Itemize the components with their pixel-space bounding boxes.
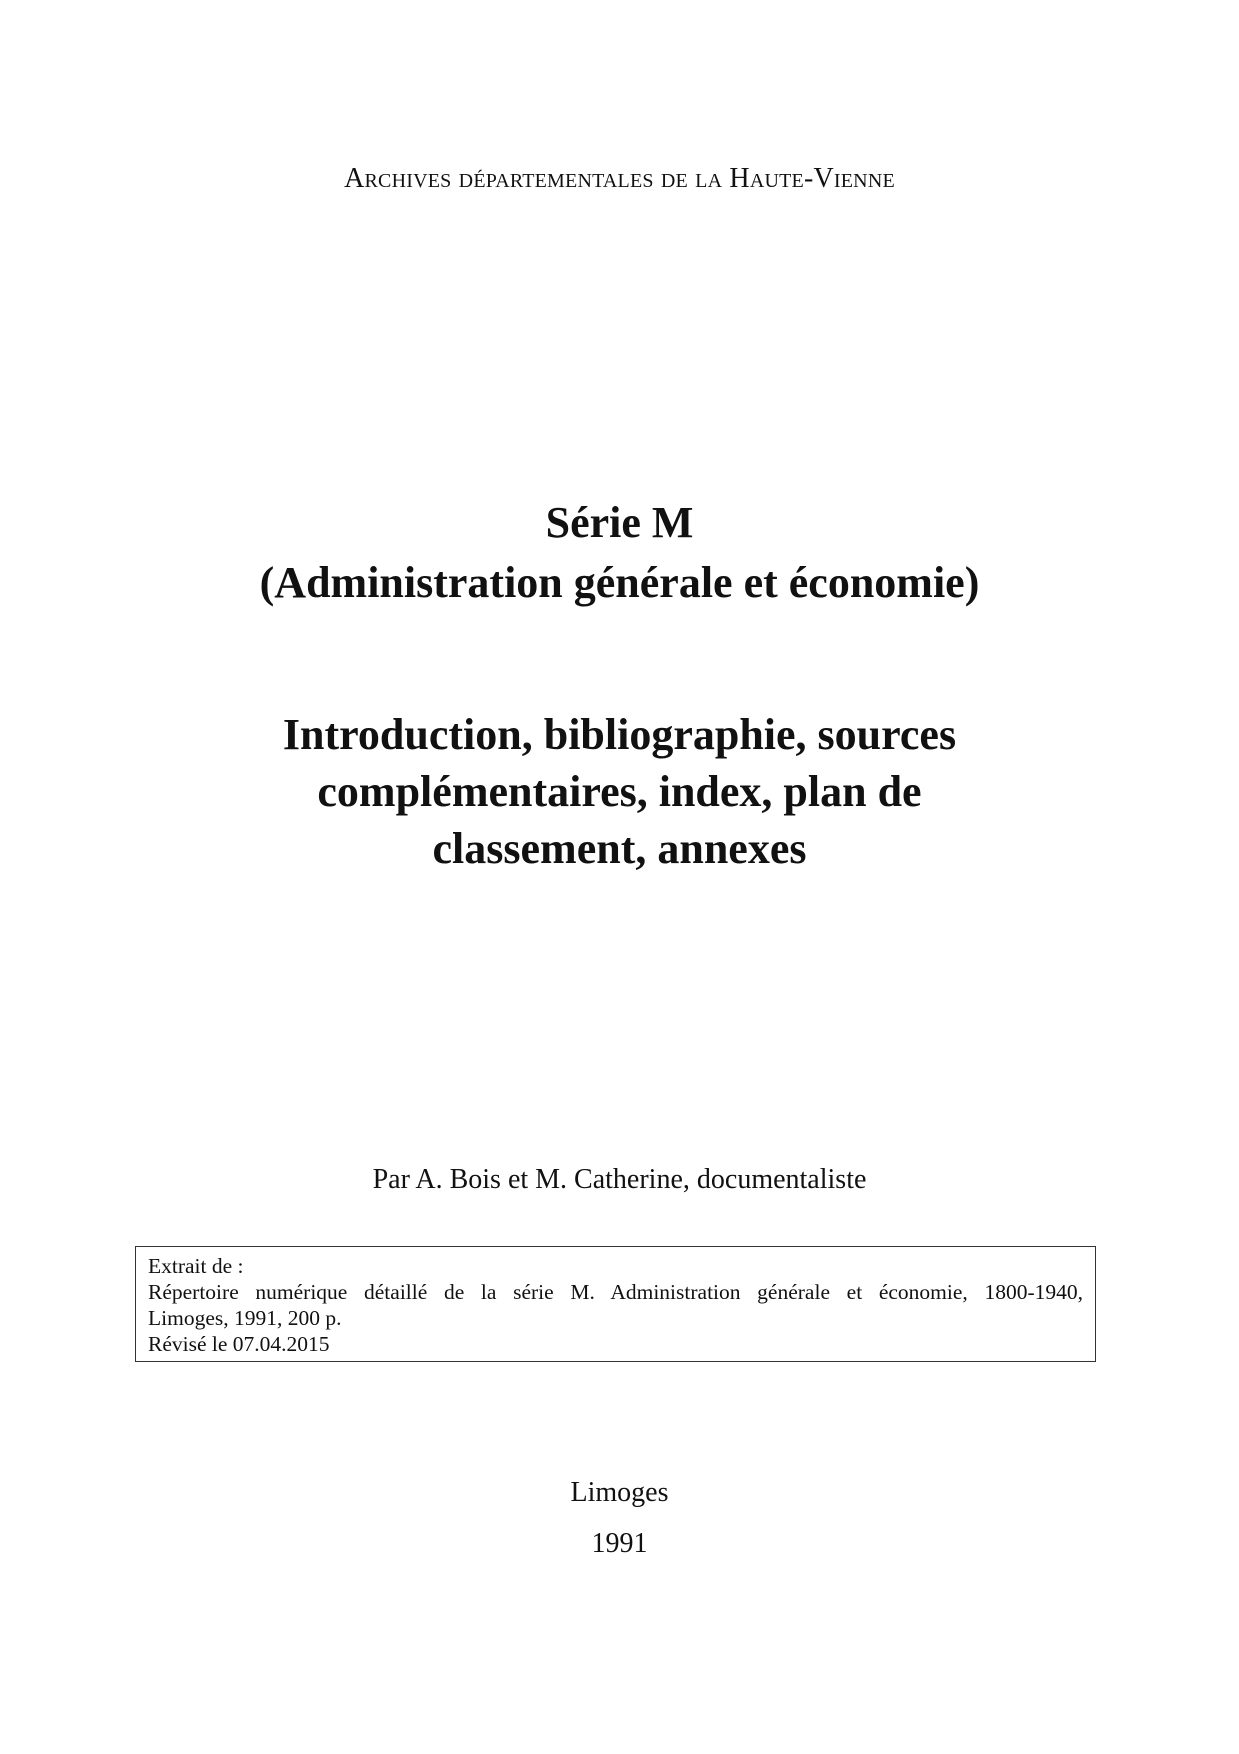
publication-year: 1991 xyxy=(591,1528,648,1559)
extract-box xyxy=(135,1246,1096,1362)
institution-header: Archives départementales de la Haute-Vienne xyxy=(344,163,895,194)
extract-label: Extrait de : xyxy=(148,1254,244,1278)
extract-line-2: Limoges, 1991, 200 p. xyxy=(148,1306,342,1330)
extract-revision-date: Révisé le 07.04.2015 xyxy=(148,1332,330,1356)
series-title-line-1: Série M xyxy=(545,498,694,547)
subtitle-line-3: classement, annexes xyxy=(432,824,807,873)
publication-place: Limoges xyxy=(570,1477,669,1508)
subtitle-line-1: Introduction, bibliographie, sources xyxy=(282,710,957,759)
extract-line-1: Répertoire numérique détaillé de la série M. Administration générale et économie, 1800-1940, xyxy=(148,1280,1083,1304)
series-title xyxy=(0,493,1239,613)
series-title-line-2: (Administration générale et économie) xyxy=(259,558,980,607)
authors-line: Par A. Bois et M. Catherine, documentaliste xyxy=(372,1164,867,1195)
subtitle-line-2: complémentaires, index, plan de xyxy=(317,767,922,816)
document-subtitle xyxy=(200,706,1039,877)
